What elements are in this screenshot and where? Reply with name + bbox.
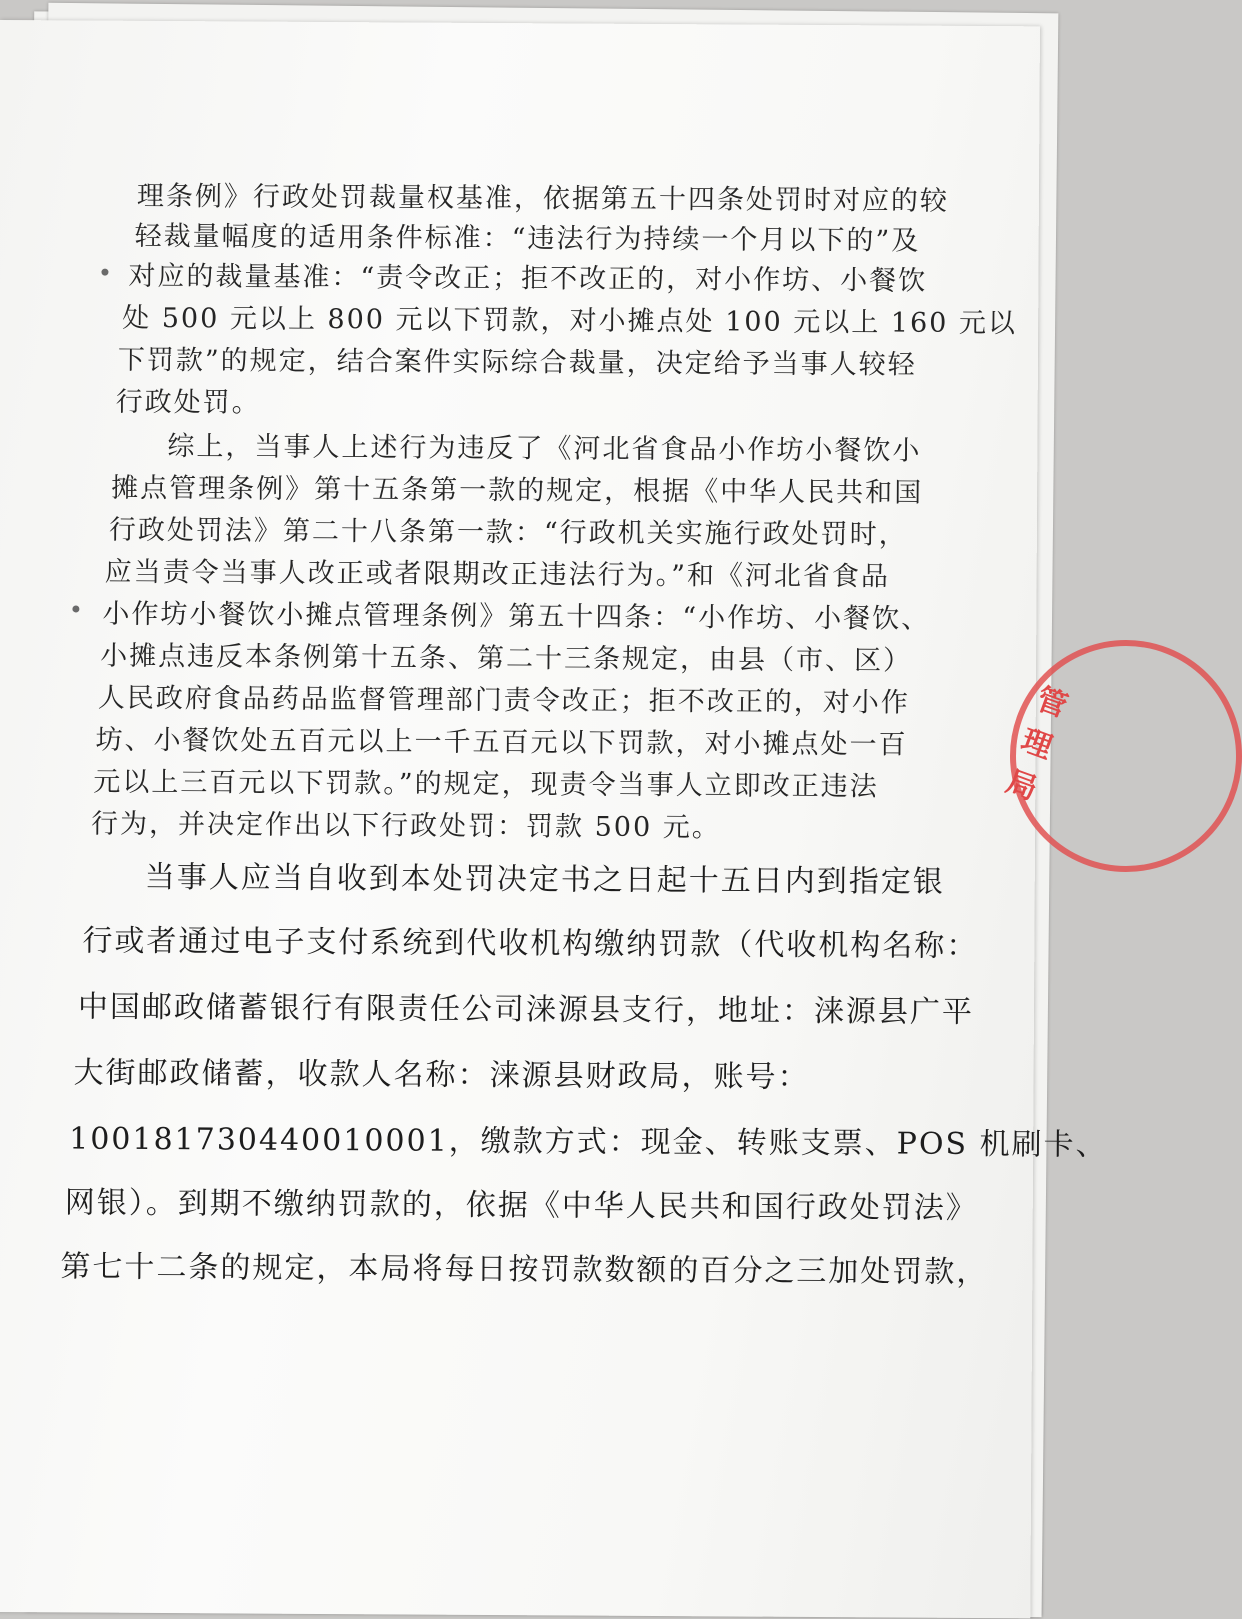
text-line: 100181730440010001，缴款方式：现金、转账支票、POS 机刷卡、 (69, 1121, 1108, 1163)
text-line: 应当责令当事人改正或者限期改正违法行为。”和《河北省食品 (104, 556, 891, 593)
text-line: 摊点管理条例》第十五条第一款的规定，根据《中华人民共和国 (111, 472, 924, 509)
text-line: 行政处罚法》第二十八条第一款：“行政机关实施行政处罚时， (108, 514, 908, 551)
text-line: 综上，当事人上述行为违反了《河北省食品小作坊小餐饮小 (167, 431, 922, 467)
text-line: 行政处罚。 (115, 386, 261, 419)
text-line: 处 500 元以上 800 元以下罚款，对小摊点处 100 元以上 160 元以 (122, 302, 1018, 340)
text-line: 小作坊小餐饮小摊点管理条例》第五十四条：“小作坊、小餐饮、 (102, 598, 931, 635)
text-line: 行或者通过电子支付系统到代收机构缴纳罚款（代收机构名称： (82, 923, 979, 964)
text-line: 第七十二条的规定，本局将每日按罚款数额的百分之三加处罚款， (60, 1249, 989, 1291)
text-line: 中国邮政储蓄银行有限责任公司涞源县支行，地址：涞源县广平 (77, 989, 975, 1030)
text-line: 元以上三百元以下罚款。”的规定，现责令当事人立即改正违法 (93, 766, 879, 803)
text-line: 下罚款”的规定，结合案件实际综合裁量，决定给予当事人较轻 (117, 344, 917, 381)
payment-paragraph (0, 20, 1108, 1618)
text-line: 当事人应当自收到本处罚决定书之日起十五日内到指定银 (144, 859, 945, 900)
text-line: 网银）。到期不缴纳罚款的，依据《中华人民共和国行政处罚法》 (64, 1185, 978, 1226)
text-line: 理条例》行政处罚裁量权基准，依据第五十四条处罚时对应的较 (136, 180, 950, 217)
seal-text: 管理局 (1001, 681, 1074, 809)
text-line: 小摊点违反本条例第十五条、第二十三条规定，由县（市、区） (100, 640, 913, 677)
document-page (0, 20, 1108, 1618)
official-seal (1001, 640, 1080, 870)
text-line: 大街邮政储蓄，收款人名称：涞源县财政局，账号： (73, 1055, 810, 1095)
text-line: 轻裁量幅度的适用条件标准：“违法行为持续一个月以下的”及 (134, 220, 921, 257)
text-line: 人民政府食品药品监督管理部门责令改正；拒不改正的，对小作 (97, 682, 910, 719)
text-line: 行为，并决定作出以下行政处罚：罚款 500 元。 (90, 808, 721, 844)
text-line: 坊、小餐饮处五百元以上一千五百元以下罚款，对小摊点处一百 (95, 724, 908, 761)
text-line: 对应的裁量基准：“责令改正；拒不改正的，对小作坊、小餐饮 (128, 260, 928, 297)
